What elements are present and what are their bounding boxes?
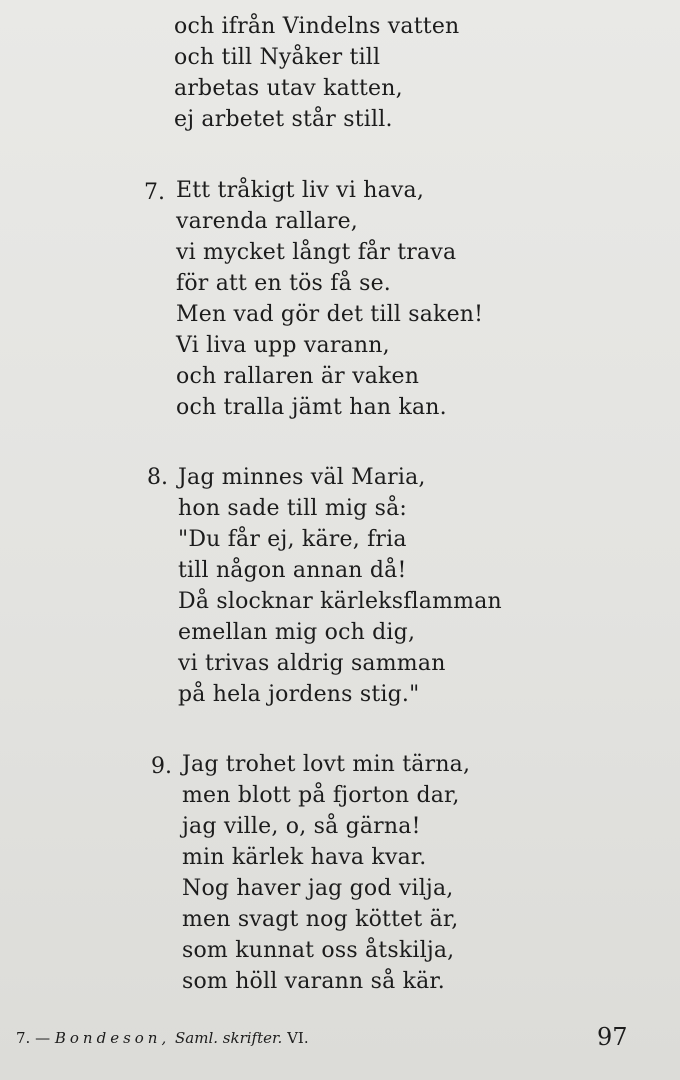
verse-line: Ett tråkigt liv vi hava, xyxy=(176,178,425,203)
stanza-number: 7. xyxy=(144,180,165,205)
printer-signature xyxy=(16,1026,309,1050)
verse-line: som höll varann så kär. xyxy=(182,969,445,994)
verse-line: och ifrån Vindelns vatten xyxy=(174,14,460,39)
verse-line: som kunnat oss åtskilja, xyxy=(182,938,455,963)
verse-line: Jag minnes väl Maria, xyxy=(178,465,426,490)
verse-line: och till Nyåker till xyxy=(174,45,381,70)
verse-line: vi mycket långt får trava xyxy=(176,240,457,265)
book-title: Saml. skrifter. xyxy=(175,1029,283,1047)
verse-line: Jag trohet lovt min tärna, xyxy=(182,752,471,777)
volume-number: VI. xyxy=(287,1029,309,1047)
verse-line: på hela jordens stig." xyxy=(178,682,420,707)
verse-line: Vi liva upp varann, xyxy=(176,333,390,358)
verse-line: jag ville, o, så gärna! xyxy=(182,814,421,839)
verse-line: Då slocknar kärleksflamman xyxy=(178,589,502,614)
page-number: 97 xyxy=(597,1023,628,1051)
verse-line: "Du får ej, käre, fria xyxy=(178,527,407,552)
stanza-number: 8. xyxy=(147,465,168,490)
verse-line: och tralla jämt han kan. xyxy=(176,395,447,420)
verse-line: varenda rallare, xyxy=(176,209,358,234)
verse-line: ej arbetet står still. xyxy=(174,107,393,132)
verse-line: min kärlek hava kvar. xyxy=(182,845,427,870)
verse-line: till någon annan då! xyxy=(178,558,407,583)
verse-line: hon sade till mig så: xyxy=(178,496,408,521)
verse-line: Nog haver jag god vilja, xyxy=(182,876,454,901)
stanza-number: 9. xyxy=(151,754,172,779)
verse-line: för att en tös få se. xyxy=(176,271,391,296)
verse-line: men blott på fjorton dar, xyxy=(182,783,460,808)
verse-line: emellan mig och dig, xyxy=(178,620,416,645)
verse-line: Men vad gör det till saken! xyxy=(176,302,484,327)
signature-mark: 7. — xyxy=(16,1029,51,1047)
verse-line: vi trivas aldrig samman xyxy=(178,651,446,676)
author-name: Bondeson, xyxy=(54,1029,171,1047)
verse-line: arbetas utav katten, xyxy=(174,76,403,101)
verse-line: men svagt nog köttet är, xyxy=(182,907,459,932)
verse-line: och rallaren är vaken xyxy=(176,364,420,389)
